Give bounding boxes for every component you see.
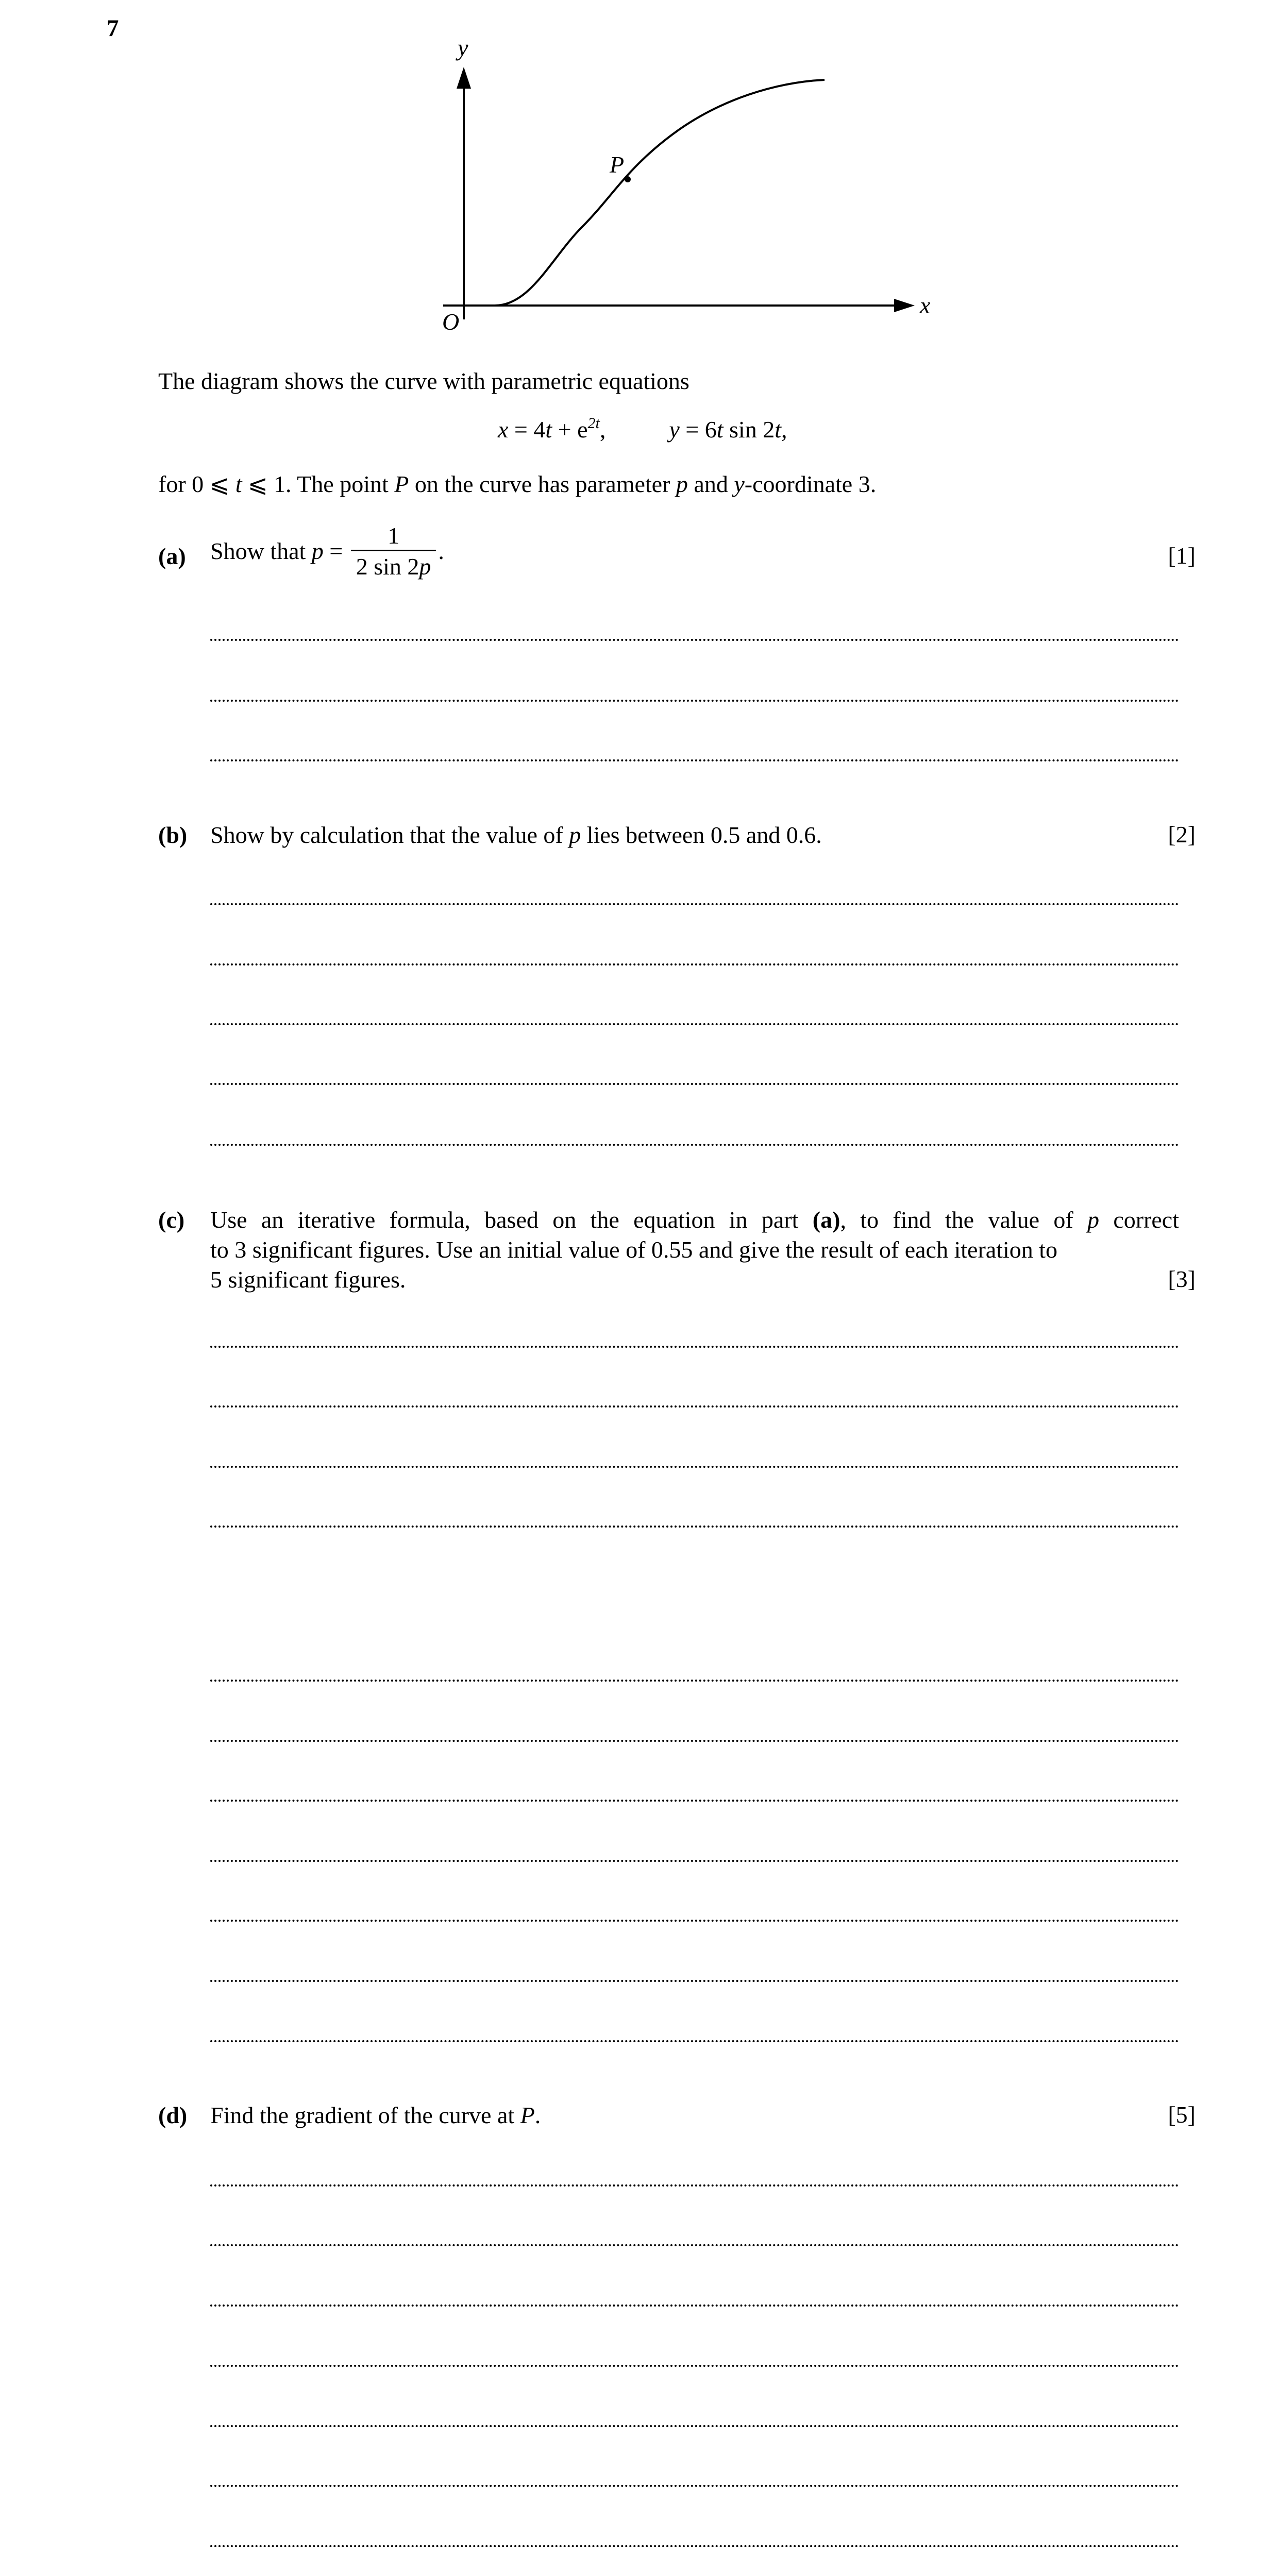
eq-x-comma: ,: [599, 416, 606, 443]
eq-y-t: t: [716, 416, 724, 443]
eq-y-mid: = 6: [679, 416, 717, 443]
answer-line[interactable]: [210, 1144, 1179, 1146]
answer-line[interactable]: [210, 1526, 1179, 1528]
eq-y-comma: ,: [781, 416, 787, 443]
part-b-text: Show by calculation that the value of: [210, 822, 569, 848]
x-axis-arrow-icon: [894, 299, 915, 312]
answer-line[interactable]: [210, 759, 1179, 761]
part-c-marks: [3]: [1168, 1266, 1196, 1292]
part-b-marks: [2]: [1168, 821, 1196, 848]
parametric-curve-diagram: [412, 31, 938, 340]
part-b-label: (b): [158, 822, 188, 848]
eq-x-plus: + e: [552, 416, 588, 443]
part-a-period: .: [438, 538, 444, 565]
part-c-l1-bold: (a): [812, 1207, 840, 1233]
parametric-equations: [498, 415, 787, 444]
part-b-var-p: p: [569, 822, 581, 848]
answer-line[interactable]: [210, 1740, 1179, 1742]
point-p-label: P: [610, 151, 625, 178]
intro-l3-p: p: [676, 471, 688, 497]
intro-l3-e: -coordinate 3.: [744, 471, 877, 497]
answer-line[interactable]: [210, 2425, 1179, 2427]
intro-l3-P: P: [394, 471, 409, 497]
part-c-l1-mid: , to find the value of: [840, 1207, 1087, 1233]
answer-line[interactable]: [210, 2485, 1179, 2487]
part-a-marks: [1]: [1168, 543, 1196, 569]
answer-line[interactable]: [210, 1466, 1179, 1468]
part-d-question: [210, 2101, 541, 2129]
fraction-denominator: [351, 550, 436, 581]
answer-line[interactable]: [210, 2040, 1179, 2042]
part-c-line-2: to 3 significant figures. Use an initial value of 0.55 and give the result of each iteration to: [210, 1236, 1058, 1263]
answer-line[interactable]: [210, 1023, 1179, 1025]
answer-line[interactable]: [210, 2304, 1179, 2307]
answer-line[interactable]: [210, 1346, 1179, 1348]
origin-label: O: [442, 309, 460, 335]
eq-y-var: y: [669, 416, 680, 443]
part-d-label: (d): [158, 2102, 188, 2128]
eq-x-mid: = 4: [508, 416, 546, 443]
fraction-den-p: p: [419, 553, 431, 580]
intro-l3-c: on the curve has parameter: [409, 471, 676, 497]
part-d-period: .: [534, 2102, 541, 2128]
fraction-den-text: 2 sin 2: [356, 553, 419, 580]
intro-line-3: [158, 470, 876, 498]
part-c-line-1: [210, 1206, 1179, 1234]
answer-line[interactable]: [210, 2365, 1179, 2367]
answer-line[interactable]: [210, 2545, 1179, 2547]
y-axis-label: y: [458, 35, 468, 61]
x-axis-label: x: [920, 292, 931, 318]
intro-l3-a: for 0 ⩽: [158, 471, 236, 497]
eq-x-exponent: 2t: [587, 415, 600, 432]
answer-line[interactable]: [210, 2184, 1179, 2187]
answer-line[interactable]: [210, 1405, 1179, 1408]
answer-line[interactable]: [210, 700, 1179, 702]
part-a-question: [210, 521, 444, 581]
part-b-text-post: lies between 0.5 and 0.6.: [581, 822, 822, 848]
part-b-question: [210, 821, 822, 849]
answer-line[interactable]: [210, 2244, 1179, 2246]
answer-line[interactable]: [210, 1083, 1179, 1085]
answer-line[interactable]: [210, 1680, 1179, 1682]
part-d-var-P: P: [520, 2102, 535, 2128]
part-c-l1-pre: Use an iterative formula, based on the equation in part: [210, 1207, 813, 1233]
intro-l3-b: ⩽ 1. The point: [242, 471, 395, 497]
answer-line[interactable]: [210, 1860, 1179, 1862]
part-d-marks: [5]: [1168, 2102, 1196, 2128]
part-c-line-3: 5 significant figures.: [210, 1266, 406, 1293]
part-a-text: Show that: [210, 538, 312, 565]
intro-l3-t: t: [235, 471, 242, 497]
part-a-equals: =: [323, 538, 349, 565]
part-a-var-p: p: [311, 538, 324, 565]
part-a-fraction: [351, 521, 436, 581]
answer-line[interactable]: [210, 963, 1179, 965]
part-c-label: (c): [158, 1207, 185, 1233]
answer-line[interactable]: [210, 1980, 1179, 1982]
eq-y-sin: sin 2: [723, 416, 775, 443]
answer-line[interactable]: [210, 903, 1179, 905]
eq-y-t2: t: [775, 416, 781, 443]
intro-l3-y: y: [734, 471, 745, 497]
y-axis-arrow-icon: [457, 67, 471, 89]
intro-line-1: The diagram shows the curve with parametric equations: [158, 368, 690, 394]
curve: [495, 80, 825, 306]
part-c-l1-post: correct: [1099, 1207, 1180, 1233]
answer-line[interactable]: [210, 1920, 1179, 1922]
intro-l3-d: and: [687, 471, 734, 497]
part-a-label: (a): [158, 543, 186, 569]
part-c-l1-p: p: [1087, 1207, 1099, 1233]
part-d-text: Find the gradient of the curve at: [210, 2102, 520, 2128]
point-p-marker: [625, 176, 631, 182]
answer-line[interactable]: [210, 1800, 1179, 1802]
fraction-numerator: 1: [388, 522, 400, 549]
eq-x-t: t: [545, 416, 552, 443]
question-number: 7: [107, 15, 119, 42]
answer-line[interactable]: [210, 639, 1179, 641]
eq-x-var: x: [498, 416, 509, 443]
